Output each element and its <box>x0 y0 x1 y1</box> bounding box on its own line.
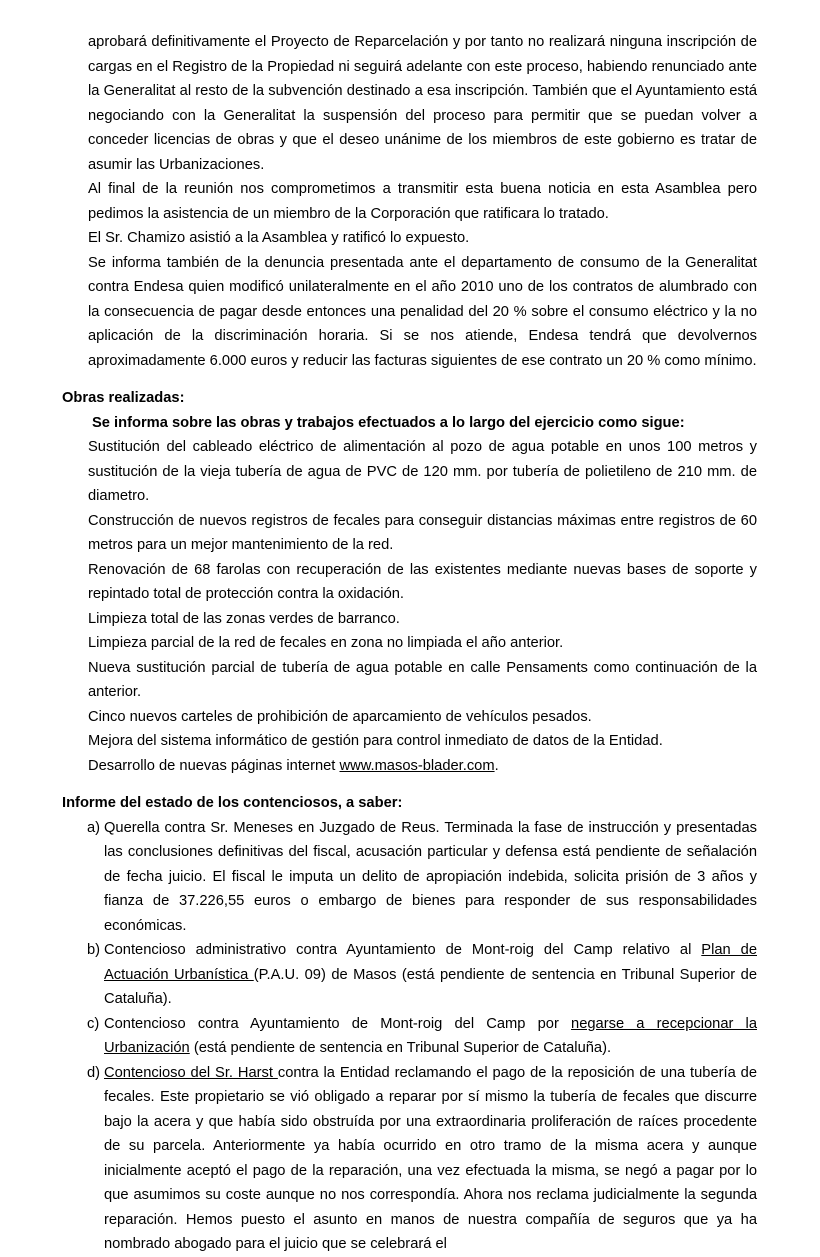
contencioso-text: Contencioso administrativo contra Ayuntamiento de Mont-roig del Camp relativo al Plan de Actuación Urbanística (P.A.U. 09) de Masos (está pendiente de sentencia en Tribunal Superior de Cataluña). <box>104 942 757 1007</box>
obras-item-web <box>88 754 757 779</box>
intro-paragraph-1: aprobará definitivamente el Proyecto de Reparcelación y por tanto no realizará ninguna inscripción de cargas en el Registro de la Propiedad ni seguirá adelante con este proceso, habiendo renunciado ante la Generalitat al resto de la subvención destinado a esa inscripción. También que el Ayuntamiento está negociando con la Generalitat la suspensión del proceso para permitir que se puedan volver a conceder licencias de obras y que el deseo unánime de los miembros de este gobierno es tratar de asumir las Urbanizaciones. <box>88 34 757 173</box>
contencioso-item-c <box>88 1012 757 1061</box>
obras-item: Limpieza parcial de la red de fecales en zona no limpiada el año anterior. <box>88 635 564 651</box>
section-heading-contenciosos: Informe del estado de los contenciosos, a saber: <box>62 795 403 811</box>
obras-item-web-text: Desarrollo de nuevas páginas internet <box>88 757 340 774</box>
obras-item: Renovación de 68 farolas con recuperación de las existentes mediante nuevas bases de soporte y repintado total de protección contra la oxidación. <box>88 561 757 602</box>
intro-paragraph-4: Se informa también de la denuncia presentada ante el departamento de consumo de la Generalitat contra Endesa quien modificó unilateralmente en el año 2010 uno de los contratos de alumbrado con la consecuencia de pagar desde entonces una penalidad del 20 % sobre el consumo eléctrico y la no aplicación de la discriminación horaria. Si se nos atiende, Endesa tendrá que devolvernos aproximadamente 6.000 euros y reducir las facturas siguientes de ese contrato un 20 % como mínimo. <box>88 254 757 369</box>
obras-item: Cinco nuevos carteles de prohibición de aparcamiento de vehículos pesados. <box>88 708 592 725</box>
section-heading-obras: Obras realizadas: <box>62 390 185 406</box>
section-gap <box>88 778 757 791</box>
intro-paragraph-3: El Sr. Chamizo asistió a la Asamblea y ratificó lo expuesto. <box>88 230 470 246</box>
section-gap <box>88 373 757 386</box>
contencioso-item-d <box>88 1061 757 1257</box>
obras-subheading: Se informa sobre las obras y trabajos efectuados a lo largo del ejercicio como sigue: <box>92 414 685 431</box>
obras-item: Nueva sustitución parcial de tubería de agua potable en calle Pensaments como continuación de la anterior. <box>88 659 757 700</box>
list-marker: c) <box>87 1015 100 1032</box>
contencioso-text: Querella contra Sr. Meneses en Juzgado de Reus. Terminada la fase de instrucción y presentadas las conclusiones definitivas del fiscal, acusación particular y defensa está pendiente de señalación de fecha juicio. El fiscal le imputa un delito de apropiación indebida, solicita prisión de 3 años y fianza de 37.226,55 euros o embargo de bienes para responder de sus responsabilidades económicas. <box>104 819 757 934</box>
contencioso-item-a <box>88 816 757 939</box>
list-marker: b) <box>87 942 101 958</box>
intro-paragraph-2: Al final de la reunión nos comprometimos a transmitir esta buena noticia en esta Asamblea pero pedimos la asistencia de un miembro de la Corporación que ratificara lo tratado. <box>88 181 757 222</box>
obras-item: Mejora del sistema informático de gestión para control inmediato de datos de la Entidad. <box>88 733 663 749</box>
obras-item: Limpieza total de las zonas verdes de barranco. <box>88 610 400 627</box>
website-link[interactable]: www.masos-blader.com <box>339 757 495 774</box>
obras-item: Sustitución del cableado eléctrico de alimentación al pozo de agua potable en unos 100 metros y sustitución de la vieja tubería de agua de PVC de 120 mm. por tubería de polietileno de 210 mm. de diametro. <box>88 439 757 504</box>
list-marker: d) <box>87 1064 101 1081</box>
contencioso-text: Contencioso del Sr. Harst contra la Entidad reclamando el pago de la reposición de una tubería de fecales. Este propietario se vió obligado a reparar por sí mismo la tubería de fecales que discurre bajo la acera y que había sido obstruída por una extraordinaria proliferación de raíces procedente de su parcela. Anteriormente ya había ocurrido en otro tramo de la misma acera y aunque inicialmente aceptó el pago de la reparación, una vez efectuada la misma, se negó a pagar por lo que asumimos su coste aunque no nos correspondía. Ahora nos reclama judicialmente la segunda reparación. Hemos puesto el asunto en manos de nuestra compañía de seguros que ya ha nombrado abogado para el juicio que se celebrará el <box>104 1064 757 1252</box>
obras-item-web-period: . <box>494 757 499 774</box>
obras-item: Construcción de nuevos registros de fecales para conseguir distancias máximas entre registros de 60 metros para un mejor mantenimiento de la red. <box>88 512 757 553</box>
list-marker: a) <box>87 819 101 836</box>
contencioso-text: Contencioso contra Ayuntamiento de Mont-roig del Camp por negarse a recepcionar la Urbanización (está pendiente de sentencia en Tribunal Superior de Cataluña). <box>104 1015 757 1056</box>
contencioso-item-b <box>88 938 757 1012</box>
